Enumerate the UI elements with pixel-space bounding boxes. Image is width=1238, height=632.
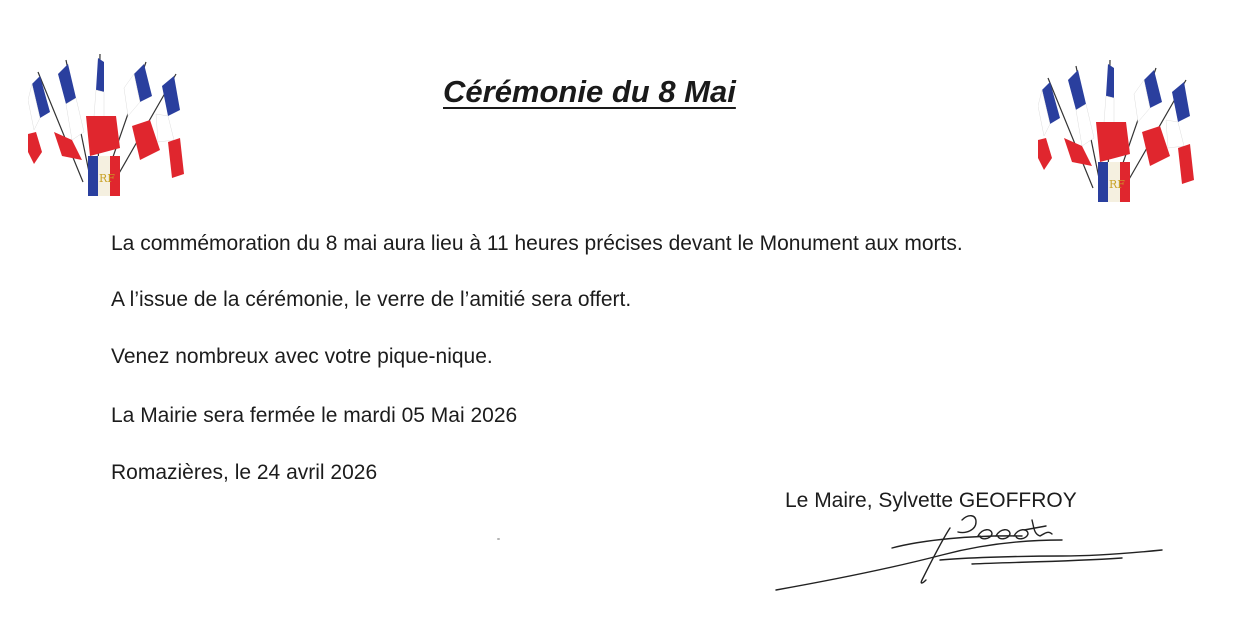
notice-line-reception: A l’issue de la cérémonie, le verre de l’amitié sera offert. — [111, 288, 632, 311]
handwritten-signature-icon — [772, 500, 1172, 600]
svg-text:RF: RF — [1109, 178, 1125, 191]
svg-text:RF: RF — [99, 172, 115, 185]
signer-name: Le Maire, Sylvette GEOFFROY — [785, 489, 1077, 512]
notice-place-date: Romazières, le 24 avril 2026 — [111, 461, 378, 484]
notice-line-picnic: Venez nombreux avec votre pique-nique. — [111, 345, 493, 368]
page-title: Cérémonie du 8 Mai — [443, 74, 736, 109]
french-flags-left-icon — [28, 52, 188, 202]
french-flags-right-icon — [1038, 58, 1198, 208]
notice-line-closure: La Mairie sera fermée le mardi 05 Mai 2026 — [111, 404, 518, 427]
scan-speck — [497, 538, 500, 540]
notice-line-commemoration: La commémoration du 8 mai aura lieu à 11 heures précises devant le Monument aux morts. — [111, 232, 963, 255]
